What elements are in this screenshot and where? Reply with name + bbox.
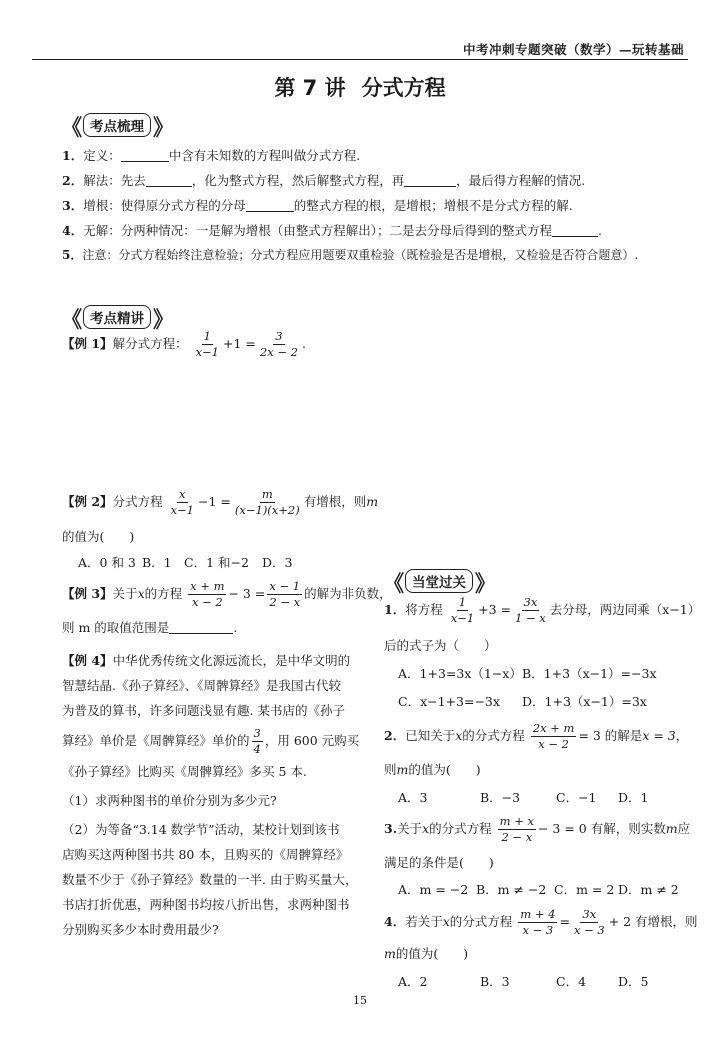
example-4-part-2: （2）为等备“3.14 数学节”活动，某校计划到该书 (62, 822, 340, 837)
fraction: $\frac{m}{(x-1)(x+2)}$ (234, 487, 300, 517)
option-c[interactable]: C．x−1+3=−3x (398, 694, 500, 709)
fill-blank[interactable] (169, 620, 233, 634)
drill-question-4-cont: m的值为( ) (384, 946, 469, 961)
option-d[interactable]: D．1 (618, 790, 649, 805)
fraction: $\frac{3x}{x - 3}$ (573, 907, 605, 937)
option-c[interactable]: C．−1 (556, 790, 597, 805)
option-a[interactable]: A．0 和 3 (78, 555, 136, 570)
fraction: $\frac{x}{x-1}$ (170, 487, 195, 517)
running-header: 中考冲刺专题突破（数学）—玩转基础 (462, 42, 684, 57)
example-1: 【例 1】解分式方程： $\frac{1}{x-1}$ +1 = $\frac{3}{2x - 2}$ . (62, 329, 306, 359)
fill-blank[interactable] (246, 198, 294, 212)
fraction: $\frac{3x}{1 - x}$ (515, 595, 546, 625)
fraction: $\frac{1}{x-1}$ (195, 329, 220, 359)
example-3: 【例 3】关于x的方程 $\frac{x + m}{x - 2}$ − 3 = $\frac{x - 1}{2 - x}$ 的解为非负数， (62, 579, 392, 609)
header-rule (32, 59, 688, 60)
option-a[interactable]: A．3 (398, 790, 428, 805)
double-chevron-right-icon: 》 (153, 305, 166, 332)
drill-1-options-row-2 (398, 692, 647, 710)
point-5: 5．注意：分式方程始终注意检验；分式方程应用题要双重检验（既检验是否是增根，又检验是否符合题意）. (62, 248, 639, 262)
point-2: 2．解法：先去 ，化为整式方程，然后解整式方程，再 ，最后得方程解的情况. (62, 173, 586, 188)
drill-4-options (398, 972, 648, 990)
option-a[interactable]: A．1+3=3x（1−x） (398, 666, 522, 681)
option-a[interactable]: A．2 (398, 974, 428, 989)
drill-question-3: 3.关于x的分式方程 $\frac{m + x}{2 - x}$ − 3 = 0 有解，则实数m应 (384, 814, 691, 844)
section-title: 考点梳理 (83, 113, 151, 137)
lesson-name: 分式方程 (361, 76, 446, 100)
drill-question-1: 1．将方程 $\frac{1}{x-1}$ +3 = $\frac{3x}{1 - x}$ 去分母，两边同乘（x−1） (384, 595, 701, 625)
point-4: 4．无解：分两种情况：一是解为增根（由整式方程解出）；二是去分母后得到的整式方程 . (62, 223, 602, 238)
page-number: 15 (353, 994, 367, 1007)
option-a[interactable]: A．m = −2 (398, 882, 469, 897)
option-c[interactable]: C．m = 2 (554, 882, 615, 897)
lesson-title (0, 72, 720, 102)
fill-blank[interactable] (404, 173, 456, 187)
fill-blank[interactable] (552, 223, 598, 237)
example-2: 【例 2】分式方程 $\frac{x}{x-1}$ −1 = $\frac{m}{(x-1)(x+2)}$ 有增根，则m (62, 487, 379, 517)
option-d[interactable]: D．1+3（x−1）=3x (522, 694, 647, 709)
point-1: 1．定义： 中含有未知数的方程叫做分式方程. (62, 148, 361, 163)
example-4-part-1: （1）求两种图书的单价分别为多少元? (62, 793, 277, 808)
section-title: 当堂过关 (405, 569, 473, 593)
option-c[interactable]: C．1 和−2 (184, 555, 249, 570)
example-4: 【例 4】中华优秀传统文化源远流长，是中华文明的 智慧结晶.《孙子算经》、《周髀算经》是我国古代较 为普及的算书，许多问题浅显有趣. 某书店的《孙子 算经》单价是《周髀算经》单价的 $\frac{3}{4}$ ，用 600 元购买 《孙子算经》比购买《周髀算经》多买 5 本. （1）求两种图书的单价分别为多少元? （2）为等备“3.14 数学节”活动，某校计划到该书 店购买这两种图书共 80 本，且购买的《周髀算经》 数量不少于《孙子算经》数量的一半. 由于购买量大， 书店打折优惠，两种图书均按八折出售，求两种图书 分别购买多少本时费用最少? (62, 648, 362, 942)
drill-question-2-cont: 则m的值为( ) (384, 762, 481, 777)
fraction: $\frac{x + m}{x - 2}$ (190, 579, 225, 609)
double-chevron-left-icon: 《 (62, 113, 75, 140)
fraction: $\frac{x - 1}{2 - x}$ (269, 579, 301, 609)
double-chevron-right-icon: 》 (153, 113, 166, 140)
option-c[interactable]: C．4 (556, 974, 587, 989)
option-b[interactable]: B．−3 (480, 790, 521, 805)
drill-question-4: 4．若关于x的分式方程 $\frac{m + 4}{x - 3}$ = $\frac{3x}{x - 3}$ + 2 有增根，则 (384, 907, 698, 937)
option-b[interactable]: B．3 (480, 974, 510, 989)
fraction: $\frac{m + 4}{x - 3}$ (520, 907, 556, 937)
option-b[interactable]: B．1 (142, 555, 172, 570)
section-kaodian-jingjiang (62, 304, 166, 330)
option-b[interactable]: B．1+3（x−1）=−3x (522, 666, 657, 681)
drill-question-2: 2．已知关于x的分式方程 $\frac{2x + m}{x - 2}$ = 3 的解是x = 3， (384, 721, 689, 751)
drill-2-options (398, 788, 648, 806)
section-title: 考点精讲 (83, 305, 151, 329)
drill-3-options (398, 880, 679, 898)
section-kaodian-shuli (62, 112, 166, 138)
drill-question-3-cont: 满足的条件是( ) (384, 855, 494, 870)
drill-1-options-row-1 (398, 664, 657, 682)
double-chevron-left-icon: 《 (384, 569, 397, 596)
example-2-question: 的值为( ) (62, 529, 135, 544)
example-2-options (78, 553, 292, 571)
option-d[interactable]: D．m ≠ 2 (618, 882, 679, 897)
fraction: $\frac{2x + m}{x - 2}$ (532, 721, 575, 751)
example-3-question: 则 m 的取值范围是 . (62, 620, 238, 635)
option-d[interactable]: D．5 (618, 974, 649, 989)
lesson-number: 第 7 讲 (274, 76, 346, 100)
fraction: $\frac{3}{2x - 2}$ (259, 329, 298, 359)
fraction: $\frac{3}{4}$ (253, 726, 261, 756)
fill-blank[interactable] (121, 148, 169, 162)
fraction: $\frac{1}{x-1}$ (450, 595, 475, 625)
fraction: $\frac{m + x}{2 - x}$ (499, 814, 534, 844)
fill-blank[interactable] (146, 173, 192, 187)
section-dangtang-guoguan (384, 568, 488, 594)
option-d[interactable]: D．3 (262, 555, 293, 570)
drill-question-1-cont: 后的式子为（ ） (384, 638, 497, 653)
option-b[interactable]: B．m ≠ −2 (476, 882, 547, 897)
point-3: 3．增根：使得原分式方程的分母 的整式方程的根，是增根；增根不是分式方程的解. (62, 198, 573, 213)
double-chevron-right-icon: 》 (475, 569, 488, 596)
double-chevron-left-icon: 《 (62, 305, 75, 332)
